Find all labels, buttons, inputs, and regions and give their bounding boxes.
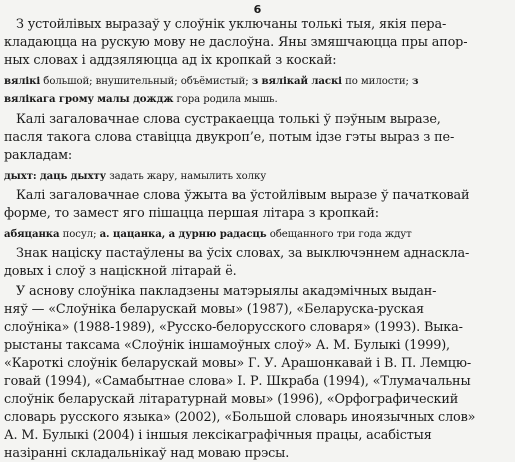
bold-term: з bbox=[411, 75, 419, 87]
text-line bbox=[4, 302, 515, 318]
text-run: Знак націску пастаўлены ва ўсіх словах, за выключэннем аднаскла- bbox=[16, 246, 470, 261]
bold-term: а. цацанка, а дурню радасць bbox=[99, 228, 267, 240]
text-run: А. М. Булыкі (2004) і іншыя лексікаграфічныя працы, асабістыя bbox=[4, 428, 432, 443]
text-run: пасля такога слова ставіцца двукроп’е, потым ідзе гэты выраз з пе- bbox=[4, 130, 455, 145]
text-line bbox=[4, 446, 515, 462]
text-run: говай (1994), «Самабытнае слова» І. Р. Шкраба (1994), «Тлумачальны bbox=[4, 374, 471, 389]
text-line bbox=[4, 320, 515, 336]
text-line bbox=[4, 148, 515, 164]
text-line bbox=[4, 428, 515, 444]
text-run: форме, то замест яго пішацца першая літара з кропкай: bbox=[4, 206, 379, 221]
text-run: Калі загаловачнае слова ўжыта ва ўстойлівым выразе ў пачатковай bbox=[16, 188, 470, 203]
text-run: словарь русского языка» (2002), «Большой словарь иноязычных слов» bbox=[4, 410, 476, 425]
text-line bbox=[4, 410, 515, 426]
text-line bbox=[16, 112, 515, 128]
text-run: по милости; bbox=[341, 76, 412, 87]
text-line bbox=[4, 35, 515, 51]
page-number: 6 bbox=[253, 3, 262, 16]
text-run: назіранні складальнікаў над моваю прэсы. bbox=[4, 446, 290, 461]
text-run: рыстаны таксама «Слоўнік іншамоўных слоў» А. М. Булыкі (1999), bbox=[4, 338, 450, 353]
text-run: кладаюцца на рускую мову не даслоўна. Яны змяшчаюцца пры апор- bbox=[4, 35, 468, 50]
text-line bbox=[4, 227, 515, 242]
bold-term: з вялікай ласкі bbox=[251, 75, 342, 87]
text-line bbox=[16, 17, 515, 33]
text-line bbox=[4, 130, 515, 146]
text-run: У аснову слоўніка пакладзены матэрыялы акадэмічных выдан- bbox=[16, 284, 437, 299]
text-line bbox=[4, 392, 515, 408]
text-line bbox=[16, 284, 515, 300]
text-run: посул; bbox=[59, 229, 100, 240]
text-run: няў — «Слоўніка беларускай мовы» (1987), «Беларуска-руская bbox=[4, 302, 424, 317]
text-line bbox=[4, 338, 515, 354]
text-run: большой; внушительный; объёмистый; bbox=[40, 76, 252, 87]
bold-term: вялікі bbox=[4, 75, 41, 87]
text-line bbox=[4, 169, 515, 184]
text-run: задать жару, намылить холку bbox=[106, 171, 267, 182]
text-line bbox=[4, 264, 515, 280]
text-line bbox=[16, 188, 515, 204]
text-line bbox=[4, 74, 515, 89]
text-line bbox=[4, 206, 515, 222]
bold-term: абяцанка bbox=[4, 228, 60, 240]
text-line bbox=[4, 53, 515, 69]
text-run: слоўніка» (1988-1989), «Русско-белорусского словаря» (1993). Выка- bbox=[4, 320, 463, 335]
text-line bbox=[4, 92, 515, 107]
text-run: З устойлівых выразаў у слоўнік уключаны толькі тыя, якія пера- bbox=[16, 17, 447, 32]
bold-term: дыхт: даць дыхту bbox=[4, 170, 107, 182]
text-run: обещанного три года ждут bbox=[266, 229, 412, 240]
text-run: довых і слоў з націскной літарай ё. bbox=[4, 264, 237, 279]
text-line bbox=[16, 246, 515, 262]
text-run: слоўнік беларускай літаратурнай мовы» (1996), «Орфографический bbox=[4, 392, 459, 407]
text-line bbox=[4, 356, 515, 372]
text-run: ракладам: bbox=[4, 148, 73, 163]
text-run: ных словах і аддзяляюцца ад іх кропкай з коскай: bbox=[4, 53, 337, 68]
bold-term: вялікага грому малы дождж bbox=[4, 93, 174, 105]
text-run: гора родила мышь. bbox=[173, 94, 278, 105]
text-line bbox=[4, 374, 515, 390]
text-run: Калі загаловачнае слова сустракаецца толькі ў пэўным выразе, bbox=[16, 112, 441, 127]
text-run: «Кароткі слоўнік беларускай мовы» Г. У. Арашонкавай і В. П. Лемцю- bbox=[4, 356, 472, 371]
